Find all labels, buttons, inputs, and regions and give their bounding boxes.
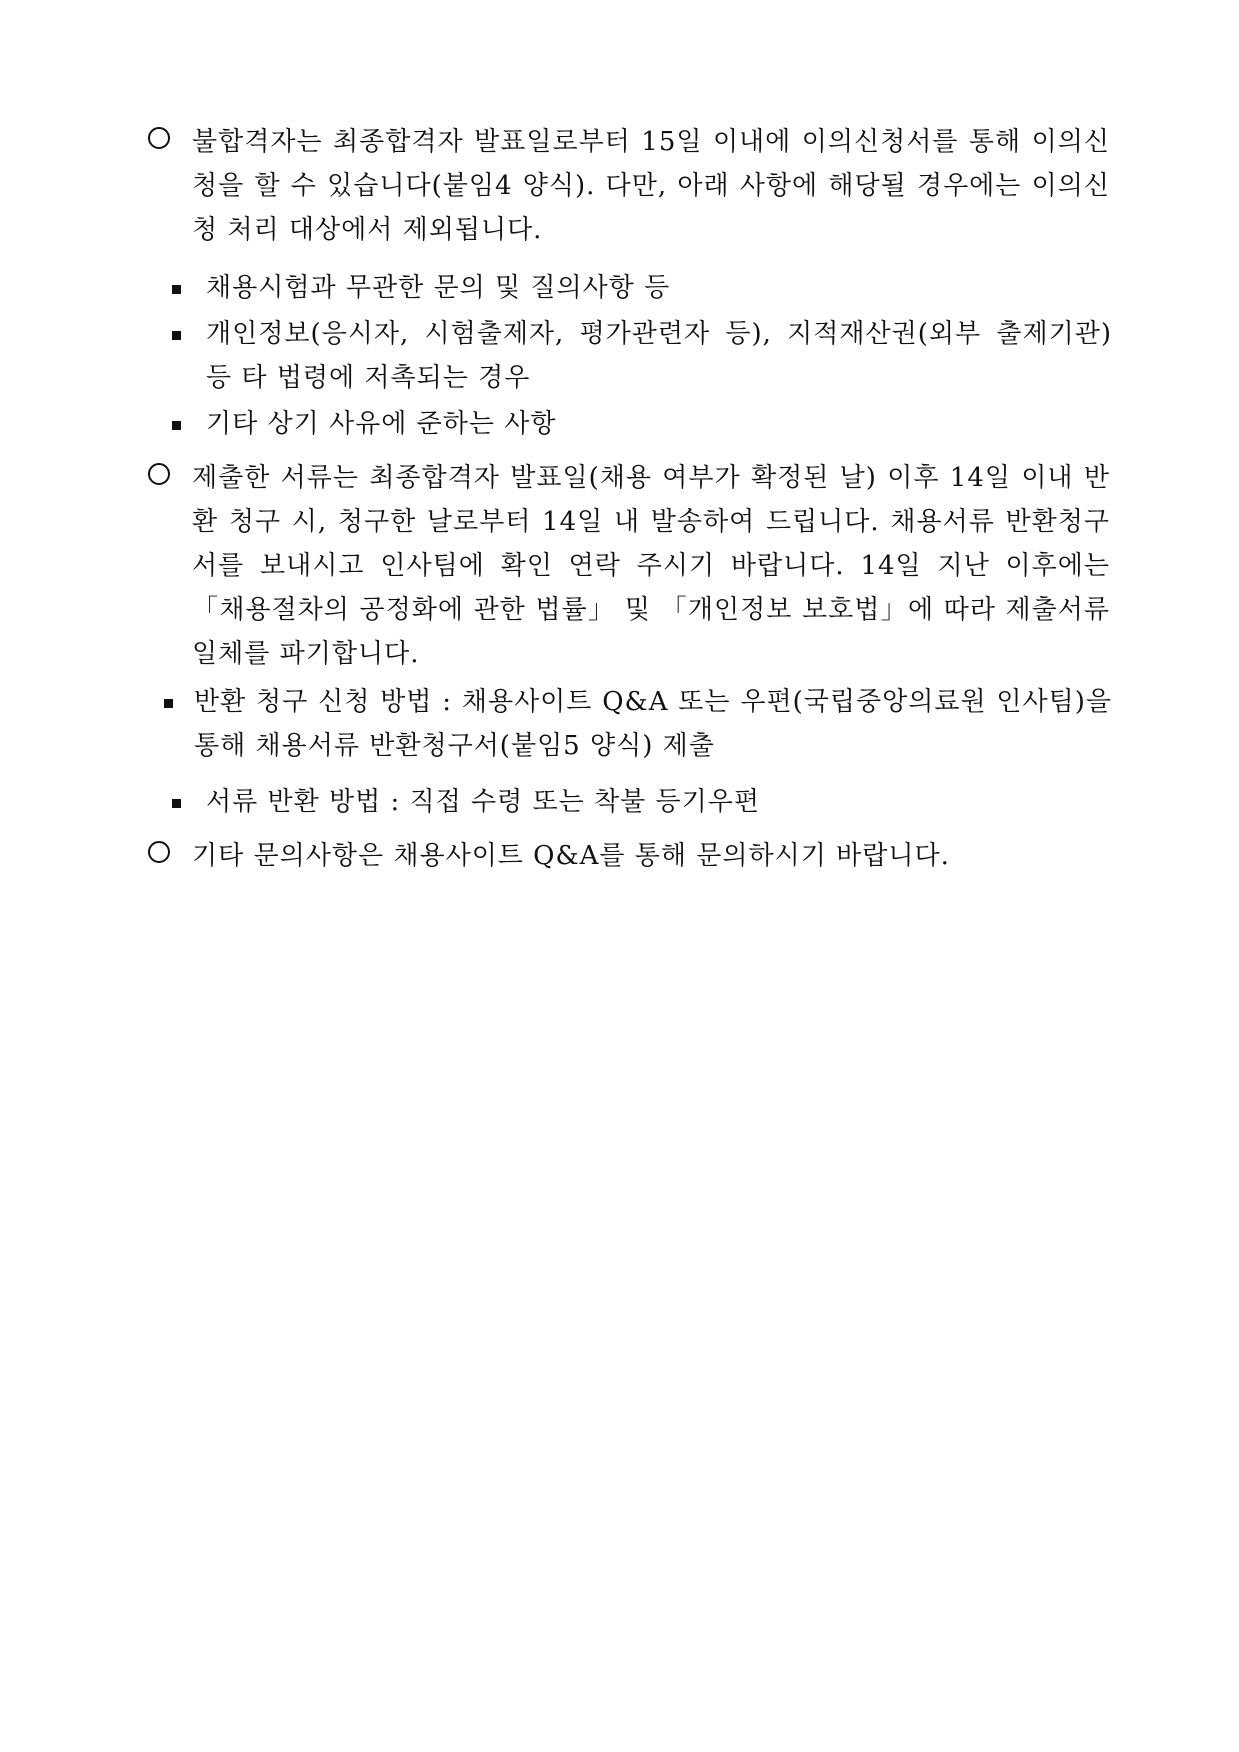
square-bullet-icon	[172, 331, 181, 340]
square-bullet-icon	[172, 799, 181, 808]
section-text: 기타 문의사항은 채용사이트 Q&A를 통해 문의하시기 바랍니다.	[192, 841, 950, 871]
bullet-text: 개인정보(응시자, 시험출제자, 평가관련자 등), 지적재산권(외부 출제기관) 등 타 법령에 저촉되는 경우	[206, 319, 1112, 393]
bullet-text: 기타 상기 사유에 준하는 사항	[206, 409, 557, 439]
section-text: 불합격자는 최종합격자 발표일로부터 15일 이내에 이의신청서를 통해 이의신청을 할 수 있습니다(붙임4 양식). 다만, 아래 사항에 해당될 경우에는 이의신청 처리 대상에서 제외됩니다.	[192, 127, 1110, 245]
list-item	[172, 266, 1112, 310]
bullet-text: 반환 청구 신청 방법 : 채용사이트 Q&A 또는 우편(국립중앙의료원 인사팀)을 통해 채용서류 반환청구서(붙임5 양식) 제출	[194, 687, 1112, 761]
circle-bullet-icon	[148, 127, 170, 149]
section-text: 제출한 서류는 최종합격자 발표일(채용 여부가 확정된 날) 이후 14일 이내 반환 청구 시, 청구한 날로부터 14일 내 발송하여 드립니다. 채용서류 반환청구서를 보내시고 인사팀에 확인 연락 주시기 바랍니다. 14일 지난 이후에는 「채용절차의 공정화에 관한 법률」 및 「개인정보 보호법」에 따라 제출서류 일체를 파기합니다.	[192, 463, 1110, 669]
section-objection	[148, 120, 1110, 252]
bullet-text: 서류 반환 방법 : 직접 수령 또는 착불 등기우편	[206, 787, 760, 817]
list-item	[164, 680, 1112, 768]
list-item	[172, 780, 1112, 824]
bullet-text: 채용시험과 무관한 문의 및 질의사항 등	[206, 273, 671, 303]
square-bullet-icon	[164, 699, 173, 708]
square-bullet-icon	[172, 421, 181, 430]
square-bullet-icon	[172, 285, 181, 294]
circle-bullet-icon	[148, 841, 170, 863]
list-item	[172, 312, 1112, 400]
list-item	[172, 402, 1112, 446]
section-other-inquiries	[148, 834, 1110, 878]
section-document-return	[148, 456, 1110, 676]
circle-bullet-icon	[148, 463, 170, 485]
